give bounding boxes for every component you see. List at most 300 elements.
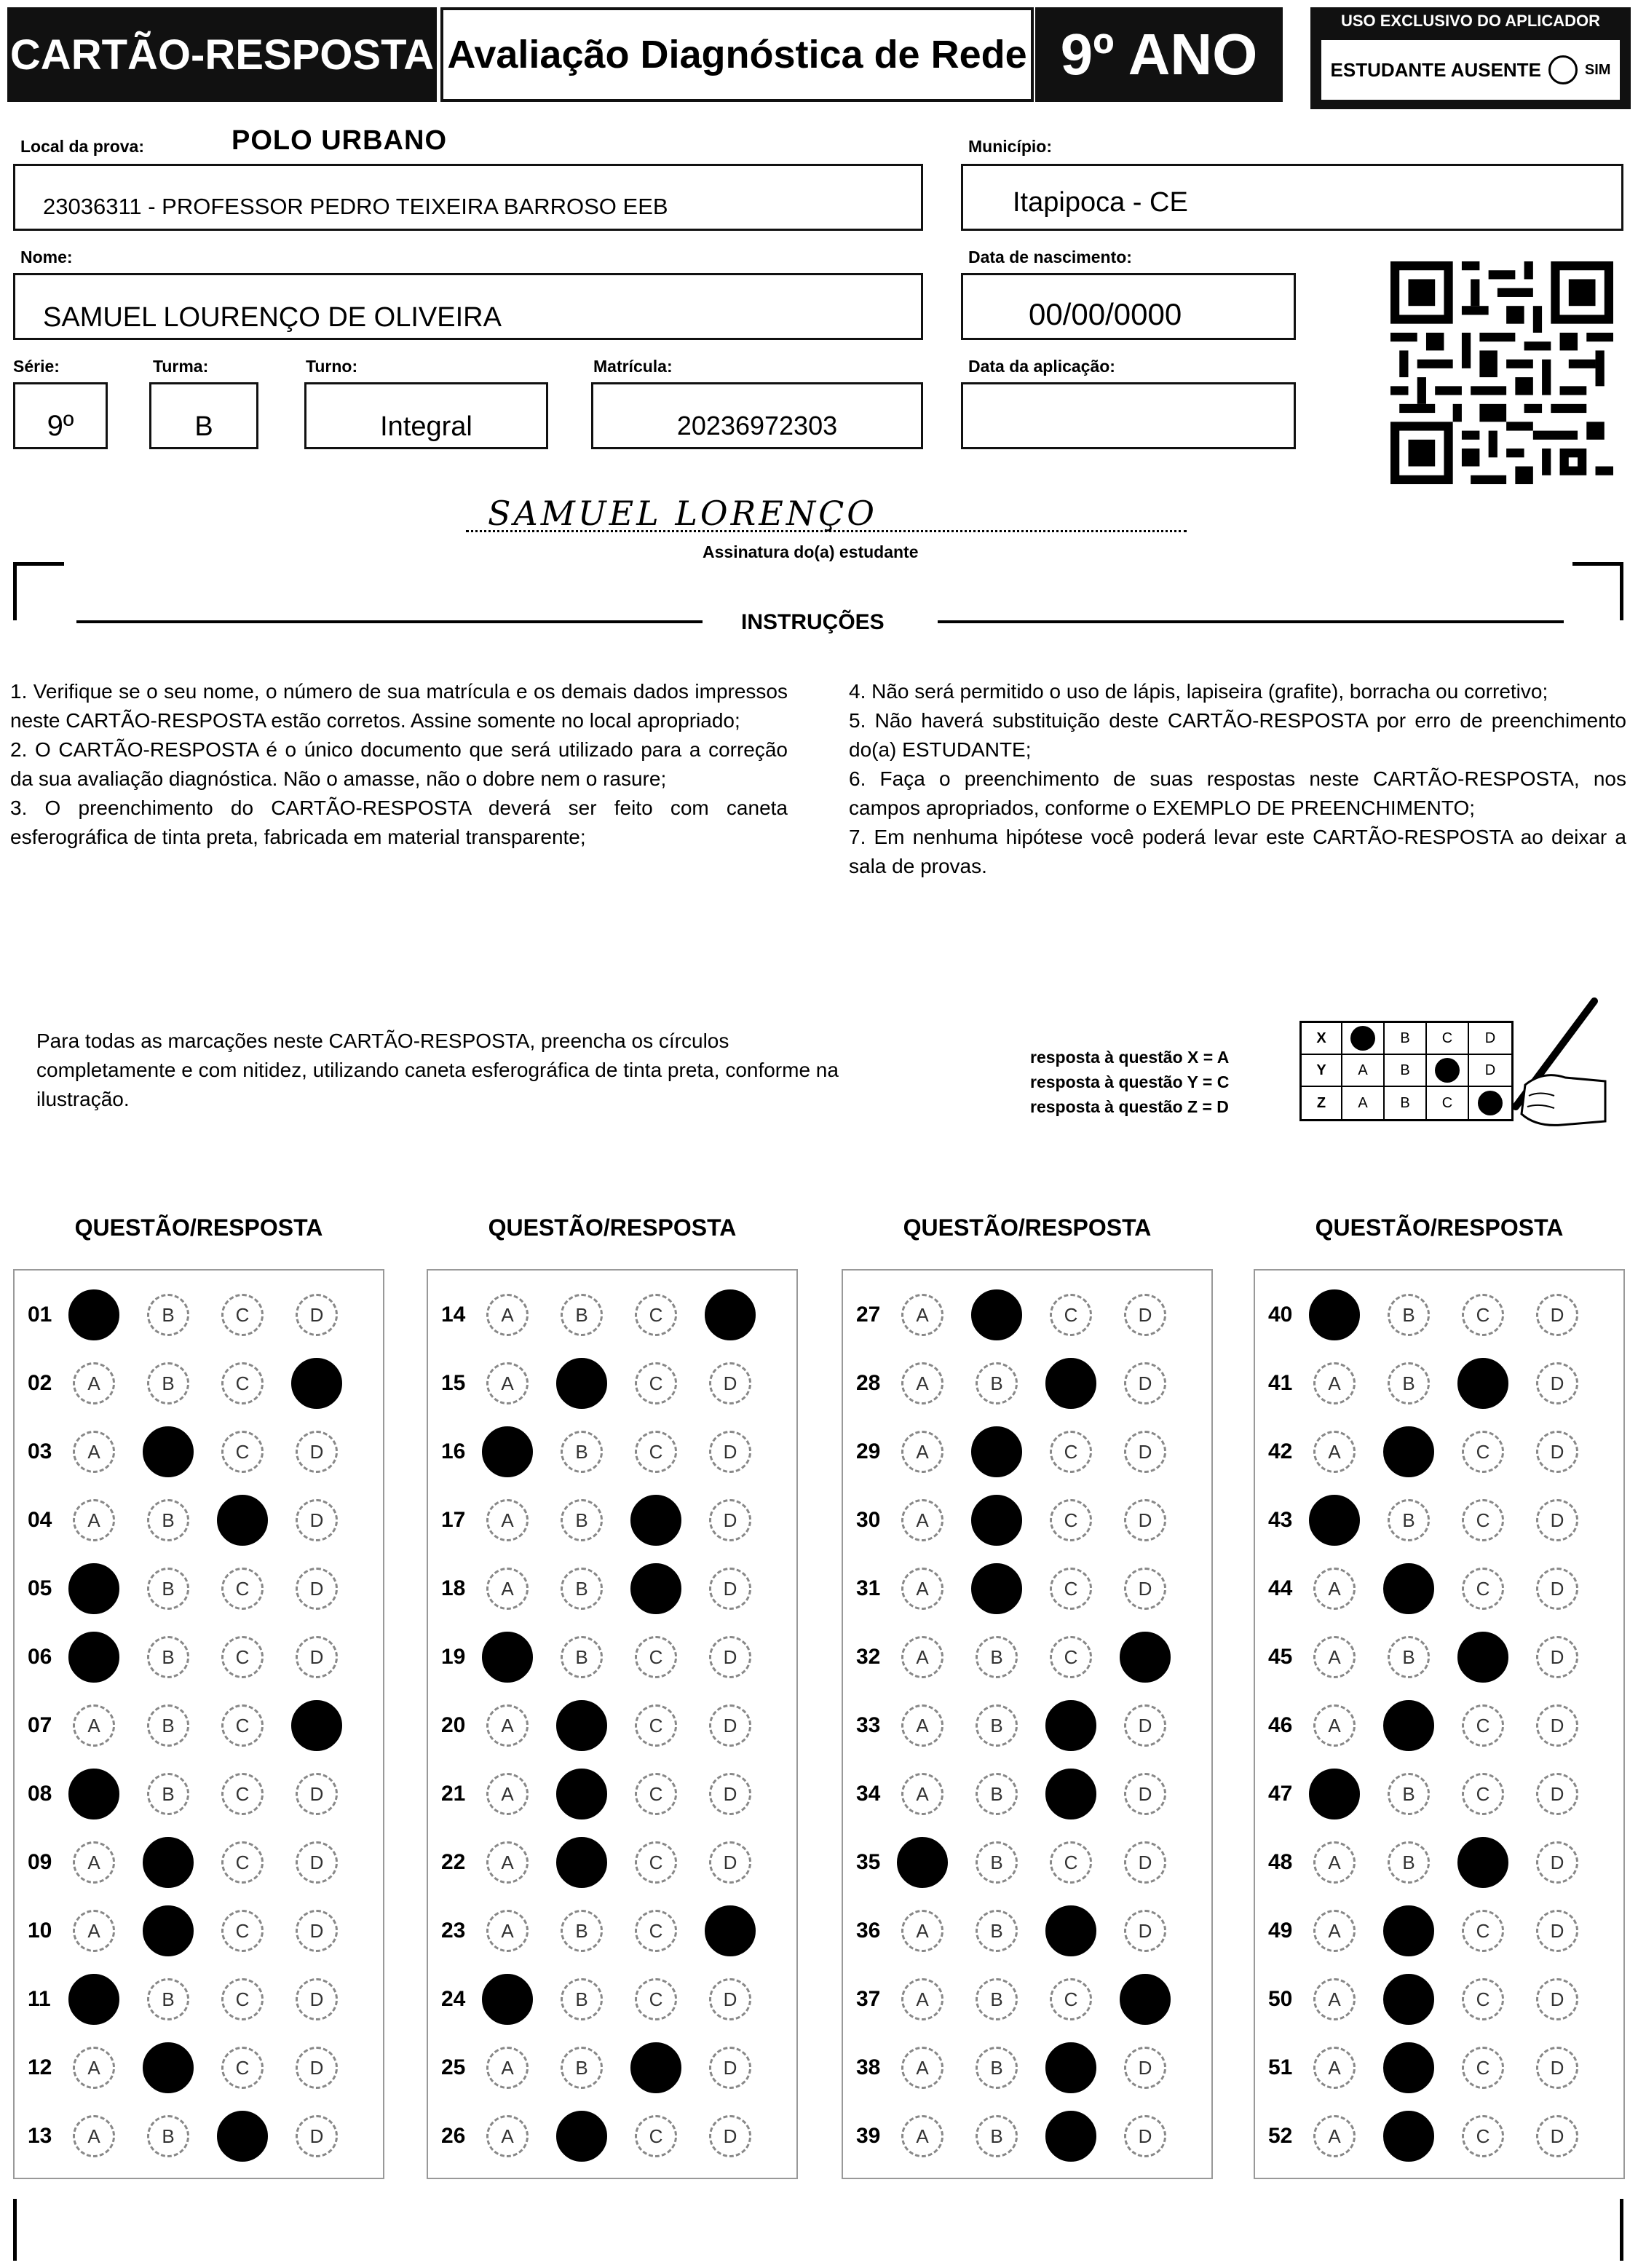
answer-bubble-b[interactable]: B	[147, 1568, 189, 1610]
question-number: 14	[441, 1303, 466, 1327]
answer-bubble-c[interactable]: C	[1462, 1294, 1504, 1336]
question-number: 36	[856, 1919, 881, 1943]
question-number: 42	[1268, 1439, 1293, 1463]
aplicacao-label: Data da aplicação:	[968, 357, 1115, 376]
answer-bubble-a[interactable]: A	[486, 1362, 529, 1404]
example-grid	[1299, 1021, 1514, 1121]
answer-bubble-a[interactable]: A	[68, 1769, 119, 1819]
question-row	[428, 1897, 796, 1965]
answer-bubble-d[interactable]: D	[709, 1431, 751, 1473]
question-number: 50	[1268, 1987, 1293, 2011]
matricula-field	[591, 382, 923, 449]
column-title: QUESTÃO/RESPOSTA	[1315, 1214, 1564, 1241]
question-row	[15, 1691, 383, 1760]
answer-bubble-a[interactable]: A	[901, 1773, 943, 1815]
answer-bubble-c[interactable]: C	[635, 2115, 677, 2157]
question-number: 33	[856, 1713, 881, 1737]
answer-bubble-c[interactable]: C	[635, 1362, 677, 1404]
answer-bubble-a[interactable]: A	[482, 1426, 533, 1477]
answer-bubble-b[interactable]: B	[971, 1289, 1022, 1340]
answer-bubble-d[interactable]: D	[1124, 1499, 1166, 1541]
instruction-6: 6. Faça o preenchimento de suas respostas neste CARTÃO-RESPOSTA, nos campos apropriados, conforme o EXEMPLO DE PREENCHIMENTO;	[849, 767, 1626, 819]
answer-bubble-c[interactable]: C	[635, 1704, 677, 1747]
question-number: 24	[441, 1987, 466, 2011]
answer-bubble-d[interactable]: D	[296, 1568, 338, 1610]
turma-value: B	[194, 411, 213, 442]
corner-bracket-top-left	[13, 562, 64, 620]
answer-bubble-c[interactable]: C	[221, 1978, 264, 2020]
answer-bubble-b[interactable]: B	[1388, 1362, 1430, 1404]
question-row	[428, 2034, 796, 2102]
answer-bubble-b[interactable]: B	[971, 1563, 1022, 1614]
answer-bubble-d[interactable]: D	[709, 1841, 751, 1884]
answer-bubble-a[interactable]: A	[901, 1294, 943, 1336]
question-row	[843, 2102, 1211, 2170]
answer-column-4	[1254, 1269, 1625, 2179]
answer-bubble-c[interactable]: C	[635, 1910, 677, 1952]
answer-bubble-a[interactable]: A	[1313, 1704, 1356, 1747]
answer-bubble-d[interactable]: D	[705, 1905, 756, 1956]
answer-bubble-a[interactable]: A	[901, 1499, 943, 1541]
answer-bubble-c[interactable]: C	[635, 1773, 677, 1815]
answer-bubble-c[interactable]: C	[221, 1636, 264, 1678]
answer-bubble-b[interactable]: B	[556, 1769, 607, 1819]
answer-bubble-a[interactable]: A	[901, 1704, 943, 1747]
answer-bubble-b[interactable]: B	[1388, 1841, 1430, 1884]
answer-bubble-a[interactable]: A	[1313, 1362, 1356, 1404]
answer-bubble-a[interactable]: A	[68, 1974, 119, 2025]
answer-bubble-a[interactable]: A	[482, 1974, 533, 2025]
answer-bubble-d[interactable]: D	[296, 1773, 338, 1815]
question-number: 47	[1268, 1782, 1293, 1806]
answer-bubble-b[interactable]: B	[556, 1358, 607, 1409]
answer-bubble-d[interactable]: D	[296, 1499, 338, 1541]
answer-bubble-c[interactable]: C	[1050, 1568, 1092, 1610]
answer-bubble-d[interactable]: D	[709, 2047, 751, 2089]
answer-bubble-d[interactable]: D	[296, 1978, 338, 2020]
answer-bubble-a[interactable]: A	[1313, 1636, 1356, 1678]
answer-bubble-d[interactable]: D	[1536, 2047, 1578, 2089]
answer-bubble-d[interactable]: D	[709, 2115, 751, 2157]
answer-bubble-b[interactable]: B	[976, 1978, 1018, 2020]
question-row	[428, 1965, 796, 2034]
answer-bubble-d[interactable]: D	[291, 1358, 342, 1409]
question-row	[428, 1691, 796, 1760]
answer-bubble-b[interactable]: B	[143, 1905, 194, 1956]
question-row	[15, 2034, 383, 2102]
absent-checkbox[interactable]	[1548, 55, 1578, 84]
question-number: 17	[441, 1508, 466, 1532]
answer-bubble-d[interactable]: D	[1536, 1773, 1578, 1815]
question-number: 09	[28, 1850, 52, 1874]
question-row	[843, 1828, 1211, 1897]
question-row	[15, 1897, 383, 1965]
pen-hand-icon	[1485, 997, 1609, 1143]
answer-bubble-b[interactable]: B	[561, 1910, 603, 1952]
answer-bubble-b[interactable]: B	[147, 1636, 189, 1678]
answer-bubble-c[interactable]: C	[1462, 2115, 1504, 2157]
answer-bubble-d[interactable]: D	[296, 1636, 338, 1678]
answer-bubble-b[interactable]: B	[147, 1704, 189, 1747]
answer-bubble-c[interactable]: C	[1050, 1431, 1092, 1473]
turma-label: Turma:	[153, 357, 209, 376]
answer-bubble-d[interactable]: D	[296, 1841, 338, 1884]
answer-bubble-b[interactable]: B	[1383, 1563, 1434, 1614]
answer-bubble-a[interactable]: A	[1313, 1841, 1356, 1884]
answer-bubble-d[interactable]: D	[1536, 1978, 1578, 2020]
answer-bubble-b[interactable]: B	[976, 1362, 1018, 1404]
answer-bubble-b[interactable]: B	[143, 2042, 194, 2093]
answer-bubble-a[interactable]: A	[1313, 1910, 1356, 1952]
column-title: QUESTÃO/RESPOSTA	[74, 1214, 323, 1241]
answer-bubble-b[interactable]: B	[561, 1499, 603, 1541]
answer-bubble-a[interactable]: A	[901, 1431, 943, 1473]
answer-bubble-d[interactable]: D	[1536, 1568, 1578, 1610]
question-number: 25	[441, 2055, 466, 2079]
answer-bubble-b[interactable]: B	[1388, 1499, 1430, 1541]
answer-bubble-d[interactable]: D	[709, 1362, 751, 1404]
nascimento-value: 00/00/0000	[1029, 297, 1182, 331]
question-row	[15, 1486, 383, 1554]
answer-bubble-b[interactable]: B	[1388, 1636, 1430, 1678]
answer-bubble-a[interactable]: A	[901, 2115, 943, 2157]
answer-bubble-a[interactable]: A	[486, 1773, 529, 1815]
answer-bubble-a[interactable]: A	[73, 1362, 115, 1404]
answer-bubble-d[interactable]: D	[1536, 2115, 1578, 2157]
question-row	[843, 1897, 1211, 1965]
question-number: 02	[28, 1371, 52, 1395]
answer-bubble-c[interactable]: C	[1462, 2047, 1504, 2089]
example-option: C	[1427, 1087, 1469, 1119]
answer-bubble-c[interactable]: C	[1045, 2042, 1096, 2093]
answer-bubble-c[interactable]: C	[1462, 1499, 1504, 1541]
answer-bubble-d[interactable]: D	[1124, 2047, 1166, 2089]
answer-bubble-b[interactable]: B	[556, 2111, 607, 2162]
question-row	[15, 1554, 383, 1623]
answer-bubble-b[interactable]: B	[147, 2115, 189, 2157]
question-number: 03	[28, 1439, 52, 1463]
answer-bubble-c[interactable]: C	[1462, 1568, 1504, 1610]
answer-bubble-a[interactable]: A	[901, 1910, 943, 1952]
turno-field	[304, 382, 548, 449]
question-number: 32	[856, 1645, 881, 1669]
answer-bubble-d[interactable]: D	[705, 1289, 756, 1340]
answer-bubble-d[interactable]: D	[296, 1910, 338, 1952]
answer-bubble-a[interactable]: A	[901, 1636, 943, 1678]
answer-bubble-c[interactable]: C	[635, 1431, 677, 1473]
example-key: Y	[1302, 1055, 1342, 1086]
answer-bubble-a[interactable]: A	[1313, 1978, 1356, 2020]
student-signature: SAMUEL LORENÇO	[488, 494, 877, 533]
answer-bubble-a[interactable]: A	[486, 2115, 529, 2157]
example-row-x	[1302, 1023, 1511, 1055]
nome-field	[13, 273, 923, 340]
example-filled-bubble	[1435, 1058, 1460, 1083]
answer-bubble-c[interactable]: C	[217, 1495, 268, 1546]
answer-bubble-b[interactable]: B	[147, 1978, 189, 2020]
answer-bubble-b[interactable]: B	[561, 1636, 603, 1678]
answer-bubble-c[interactable]: C	[635, 1636, 677, 1678]
question-row	[1255, 1349, 1623, 1418]
answer-bubble-d[interactable]: D	[1536, 1294, 1578, 1336]
example-legend	[1030, 1045, 1229, 1119]
answer-bubble-b[interactable]: B	[147, 1362, 189, 1404]
answer-bubble-d[interactable]: D	[1536, 1910, 1578, 1952]
answer-bubble-b[interactable]: B	[561, 2047, 603, 2089]
answer-bubble-c[interactable]: C	[1045, 1905, 1096, 1956]
answer-bubble-a[interactable]: A	[901, 1978, 943, 2020]
answer-bubble-d[interactable]: D	[1536, 1704, 1578, 1747]
answer-bubble-c[interactable]: C	[635, 1294, 677, 1336]
instructions-left	[10, 677, 788, 852]
answer-bubble-c[interactable]: C	[1457, 1632, 1508, 1683]
answer-bubble-b[interactable]: B	[1383, 2042, 1434, 2093]
answer-bubble-c[interactable]: C	[1462, 1704, 1504, 1747]
answer-bubble-b[interactable]: B	[1383, 2111, 1434, 2162]
answer-bubble-c[interactable]: C	[1045, 1769, 1096, 1819]
answer-bubble-c[interactable]: C	[1045, 2111, 1096, 2162]
answer-bubble-b[interactable]: B	[976, 2115, 1018, 2157]
answer-bubble-d[interactable]: D	[1124, 1910, 1166, 1952]
answer-bubble-c[interactable]: C	[1457, 1837, 1508, 1888]
answer-bubble-d[interactable]: D	[709, 1704, 751, 1747]
answer-bubble-a[interactable]: A	[1309, 1769, 1360, 1819]
answer-bubble-c[interactable]: C	[1045, 1358, 1096, 1409]
answer-bubble-c[interactable]: C	[217, 2111, 268, 2162]
answer-bubble-b[interactable]: B	[976, 1910, 1018, 1952]
answer-bubble-b[interactable]: B	[561, 1294, 603, 1336]
answer-bubble-c[interactable]: C	[221, 1841, 264, 1884]
answer-bubble-b[interactable]: B	[976, 1704, 1018, 1747]
answer-bubble-c[interactable]: C	[1050, 1294, 1092, 1336]
answer-bubble-b[interactable]: B	[1383, 1426, 1434, 1477]
answer-bubble-d[interactable]: D	[1536, 1499, 1578, 1541]
example-legend-y: resposta à questão Y = C	[1030, 1072, 1230, 1091]
answer-bubble-c[interactable]: C	[1462, 1773, 1504, 1815]
absent-field	[1319, 38, 1622, 102]
question-number: 40	[1268, 1303, 1293, 1327]
question-row	[1255, 1828, 1623, 1897]
answer-bubble-c[interactable]: C	[1050, 1499, 1092, 1541]
answer-bubble-a[interactable]: A	[486, 1499, 529, 1541]
answer-bubble-a[interactable]: A	[73, 1704, 115, 1747]
question-row	[1255, 2034, 1623, 2102]
question-number: 38	[856, 2055, 881, 2079]
instruction-2: 2. O CARTÃO-RESPOSTA é o único documento que será utilizado para a correção da sua avaliação diagnóstica. Não o amasse, não o dobre nem o rasure;	[10, 738, 788, 790]
example-option: C	[1427, 1023, 1469, 1054]
answer-bubble-d[interactable]: D	[709, 1636, 751, 1678]
answer-bubble-c[interactable]: C	[1050, 1978, 1092, 2020]
answer-bubble-b[interactable]: B	[556, 1837, 607, 1888]
answer-bubble-d[interactable]: D	[296, 1294, 338, 1336]
column-title: QUESTÃO/RESPOSTA	[903, 1214, 1152, 1241]
answer-bubble-a[interactable]: A	[73, 1910, 115, 1952]
answer-bubble-b[interactable]: B	[143, 1837, 194, 1888]
answer-bubble-b[interactable]: B	[1383, 1974, 1434, 2025]
question-row	[843, 1349, 1211, 1418]
answer-bubble-d[interactable]: D	[1536, 1362, 1578, 1404]
answer-bubble-c[interactable]: C	[221, 1362, 264, 1404]
answer-bubble-b[interactable]: B	[1388, 1773, 1430, 1815]
example-row-y	[1302, 1055, 1511, 1087]
answer-bubble-d[interactable]: D	[709, 1978, 751, 2020]
answer-bubble-d[interactable]: D	[296, 2047, 338, 2089]
answer-bubble-b[interactable]: B	[976, 1636, 1018, 1678]
answer-bubble-c[interactable]: C	[630, 1495, 681, 1546]
turma-field	[149, 382, 258, 449]
answer-bubble-c[interactable]: C	[221, 1294, 264, 1336]
answer-bubble-c[interactable]: C	[221, 1773, 264, 1815]
answer-bubble-b[interactable]: B	[971, 1426, 1022, 1477]
answer-bubble-c[interactable]: C	[1462, 1431, 1504, 1473]
example-option: D	[1484, 1062, 1496, 1078]
question-row	[843, 1760, 1211, 1828]
question-number: 22	[441, 1850, 466, 1874]
answer-column-2	[427, 1269, 798, 2179]
nascimento-label: Data de nascimento:	[968, 248, 1132, 266]
answer-bubble-d[interactable]: D	[1124, 1773, 1166, 1815]
answer-bubble-d[interactable]: D	[296, 1431, 338, 1473]
question-row	[1255, 1623, 1623, 1691]
answer-bubble-a[interactable]: A	[901, 1568, 943, 1610]
fill-note: Para todas as marcações neste CARTÃO-RESPOSTA, preencha os círculos completamente e com nitidez, utilizando caneta esferográfica de tinta preta, conforme na ilustração.	[36, 1030, 839, 1110]
matricula-value: 20236972303	[676, 411, 838, 440]
question-number: 48	[1268, 1850, 1293, 1874]
example-option: B	[1385, 1087, 1427, 1119]
answer-bubble-c[interactable]: C	[221, 1431, 264, 1473]
answer-bubble-c[interactable]: C	[1050, 1841, 1092, 1884]
question-row	[843, 1691, 1211, 1760]
local-value: POLO URBANO	[232, 125, 447, 156]
answer-bubble-c[interactable]: C	[1050, 1636, 1092, 1678]
answer-bubble-c[interactable]: C	[221, 1910, 264, 1952]
question-row	[1255, 1691, 1623, 1760]
answer-bubble-a[interactable]: A	[1309, 1495, 1360, 1546]
example-option: D	[1484, 1030, 1496, 1046]
answer-bubble-b[interactable]: B	[561, 1978, 603, 2020]
answer-bubble-a[interactable]: A	[901, 1362, 943, 1404]
answer-bubble-a[interactable]: A	[73, 1841, 115, 1884]
serie-field	[13, 382, 108, 449]
answer-bubble-b[interactable]: B	[1383, 1700, 1434, 1751]
answer-bubble-a[interactable]: A	[73, 1499, 115, 1541]
turno-value: Integral	[380, 411, 472, 442]
answer-bubble-a[interactable]: A	[486, 1841, 529, 1884]
answer-bubble-b[interactable]: B	[147, 1499, 189, 1541]
answer-bubble-a[interactable]: A	[68, 1289, 119, 1340]
answer-bubble-b[interactable]: B	[976, 1773, 1018, 1815]
question-number: 39	[856, 2124, 881, 2148]
instructions-title: INSTRUÇÕES	[741, 610, 885, 634]
answer-bubble-a[interactable]: A	[73, 2047, 115, 2089]
answer-bubble-d[interactable]: D	[1124, 2115, 1166, 2157]
answer-bubble-c[interactable]: C	[1457, 1358, 1508, 1409]
answer-bubble-a[interactable]: A	[901, 2047, 943, 2089]
answer-bubble-c[interactable]: C	[1462, 1978, 1504, 2020]
answer-bubble-b[interactable]: B	[561, 1568, 603, 1610]
answer-bubble-b[interactable]: B	[561, 1431, 603, 1473]
answer-bubble-d[interactable]: D	[1124, 1841, 1166, 1884]
answer-bubble-d[interactable]: D	[1536, 1431, 1578, 1473]
answer-bubble-a[interactable]: A	[482, 1632, 533, 1683]
answer-bubble-c[interactable]: C	[630, 2042, 681, 2093]
answer-bubble-d[interactable]: D	[709, 1773, 751, 1815]
question-row	[428, 1760, 796, 1828]
answer-bubble-a[interactable]: A	[73, 1431, 115, 1473]
answer-bubble-c[interactable]: C	[221, 2047, 264, 2089]
answer-bubble-d[interactable]: D	[1120, 1632, 1171, 1683]
question-row	[843, 1554, 1211, 1623]
answer-bubble-a[interactable]: A	[68, 1563, 119, 1614]
answer-bubble-c[interactable]: C	[635, 1841, 677, 1884]
answer-bubble-b[interactable]: B	[147, 1773, 189, 1815]
question-row	[15, 1281, 383, 1349]
answer-bubble-c[interactable]: C	[1462, 1910, 1504, 1952]
answer-bubble-b[interactable]: B	[147, 1294, 189, 1336]
answer-bubble-d[interactable]: D	[1124, 1294, 1166, 1336]
answer-bubble-a[interactable]: A	[486, 1294, 529, 1336]
answer-bubble-a[interactable]: A	[486, 2047, 529, 2089]
answer-bubble-d[interactable]: D	[1124, 1431, 1166, 1473]
answer-bubble-c[interactable]: C	[635, 1978, 677, 2020]
answer-bubble-a[interactable]: A	[486, 1910, 529, 1952]
answer-bubble-a[interactable]: A	[1313, 2047, 1356, 2089]
answer-bubble-d[interactable]: D	[709, 1568, 751, 1610]
question-row	[428, 1418, 796, 1486]
answer-bubble-a[interactable]: A	[1313, 1568, 1356, 1610]
answer-bubble-d[interactable]: D	[1120, 1974, 1171, 2025]
example-key: X	[1302, 1023, 1342, 1054]
answer-bubble-c[interactable]: C	[1045, 1700, 1096, 1751]
answer-bubble-d[interactable]: D	[291, 1700, 342, 1751]
answer-bubble-d[interactable]: D	[1536, 1841, 1578, 1884]
aplicacao-field[interactable]	[961, 382, 1296, 449]
answer-bubble-a[interactable]: A	[1309, 1289, 1360, 1340]
answer-bubble-d[interactable]: D	[709, 1499, 751, 1541]
answer-bubble-b[interactable]: B	[976, 2047, 1018, 2089]
qr-code-icon	[1390, 256, 1613, 489]
column-title: QUESTÃO/RESPOSTA	[488, 1214, 737, 1241]
answer-bubble-a[interactable]: A	[486, 1704, 529, 1747]
serie-label: Série:	[13, 357, 60, 376]
absent-label: ESTUDANTE AUSENTE	[1330, 58, 1541, 81]
question-number: 41	[1268, 1371, 1293, 1395]
answer-bubble-a[interactable]: A	[73, 2115, 115, 2157]
answer-bubble-d[interactable]: D	[1124, 1704, 1166, 1747]
answer-bubble-a[interactable]: A	[486, 1568, 529, 1610]
answer-bubble-b[interactable]: B	[143, 1426, 194, 1477]
answer-bubble-a[interactable]: A	[1313, 2115, 1356, 2157]
answer-column-3	[842, 1269, 1213, 2179]
answer-bubble-b[interactable]: B	[1383, 1905, 1434, 1956]
answer-bubble-d[interactable]: D	[1124, 1568, 1166, 1610]
answer-bubble-b[interactable]: B	[556, 1700, 607, 1751]
nome-label: Nome:	[20, 248, 73, 266]
answer-bubble-a[interactable]: A	[68, 1632, 119, 1683]
answer-bubble-a[interactable]: A	[897, 1837, 948, 1888]
answer-bubble-c[interactable]: C	[630, 1563, 681, 1614]
answer-bubble-d[interactable]: D	[296, 2115, 338, 2157]
answer-bubble-b[interactable]: B	[971, 1495, 1022, 1546]
answer-bubble-b[interactable]: B	[1388, 1294, 1430, 1336]
answer-bubble-d[interactable]: D	[1124, 1362, 1166, 1404]
answer-bubble-b[interactable]: B	[976, 1841, 1018, 1884]
answer-bubble-d[interactable]: D	[1536, 1636, 1578, 1678]
answer-bubble-c[interactable]: C	[221, 1568, 264, 1610]
question-number: 31	[856, 1576, 881, 1600]
answer-bubble-a[interactable]: A	[1313, 1431, 1356, 1473]
answer-bubble-c[interactable]: C	[221, 1704, 264, 1747]
